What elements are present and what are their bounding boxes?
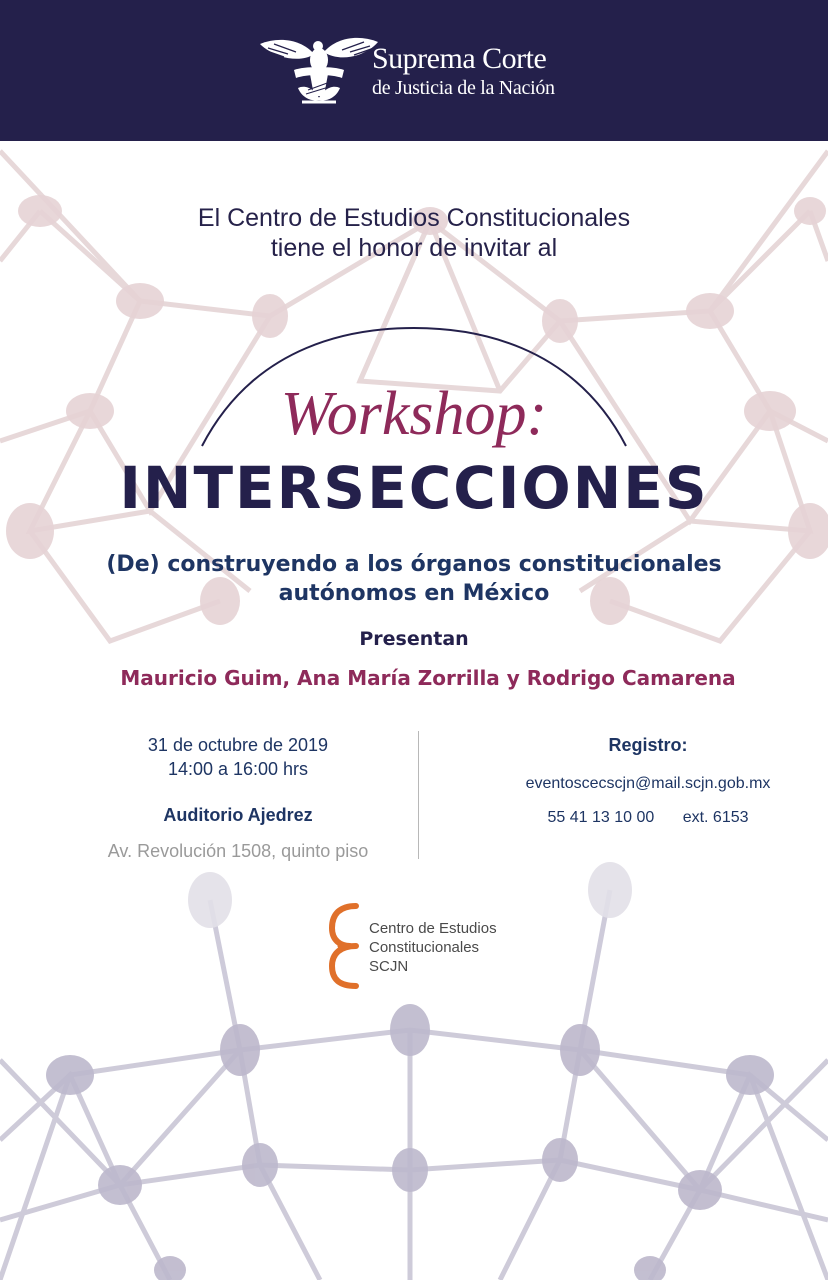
event-date: 31 de octubre de 2019 [147, 735, 329, 755]
workshop-label: Workshop: [280, 380, 548, 448]
cec-logo-icon [326, 902, 360, 990]
event-venue: Auditorio Ajedrez [163, 805, 313, 825]
registration-extension: ext. 6153 [682, 809, 749, 826]
event-subtitle [0, 550, 828, 608]
event-time: 14:00 a 16:00 hrs [167, 759, 309, 779]
event-address: Av. Revolución 1508, quinto piso [107, 841, 369, 861]
header-bar [0, 0, 828, 141]
intro-line2: tiene el honor de invitar al [270, 234, 558, 262]
registration-phone-row [440, 807, 828, 829]
presentan-label: Presentan [359, 628, 469, 650]
org-name-line1: Suprema Corte [372, 42, 547, 75]
cec-line1: Centro de Estudios [369, 920, 497, 937]
organization-name [372, 42, 555, 100]
presenters-names: Mauricio Guim, Ana María Zorrilla y Rodrigo Camarena [120, 666, 736, 690]
subtitle-line2: autónomos en México [278, 581, 550, 606]
intro-line1: El Centro de Estudios Constitucionales [197, 204, 631, 232]
cec-line2: Constitucionales [369, 939, 480, 956]
eagle-emblem-icon [258, 30, 380, 108]
cec-line3: SCJN [369, 958, 409, 975]
cec-logo-text [369, 919, 497, 976]
event-details [60, 733, 416, 863]
subtitle-line1: (De) construyendo a los órganos constitucionales [106, 552, 722, 577]
intro-text [0, 203, 828, 263]
registration-details [440, 733, 828, 829]
column-divider [418, 731, 419, 859]
registration-title: Registro: [608, 735, 688, 755]
org-name-line2: de Justicia de la Nación [372, 77, 555, 99]
event-title: INTERSECCIONES [119, 454, 709, 522]
registration-email[interactable]: eventoscecscjn@mail.scjn.gob.mx [525, 775, 771, 792]
registration-phone: 55 41 13 10 00 [547, 809, 655, 826]
